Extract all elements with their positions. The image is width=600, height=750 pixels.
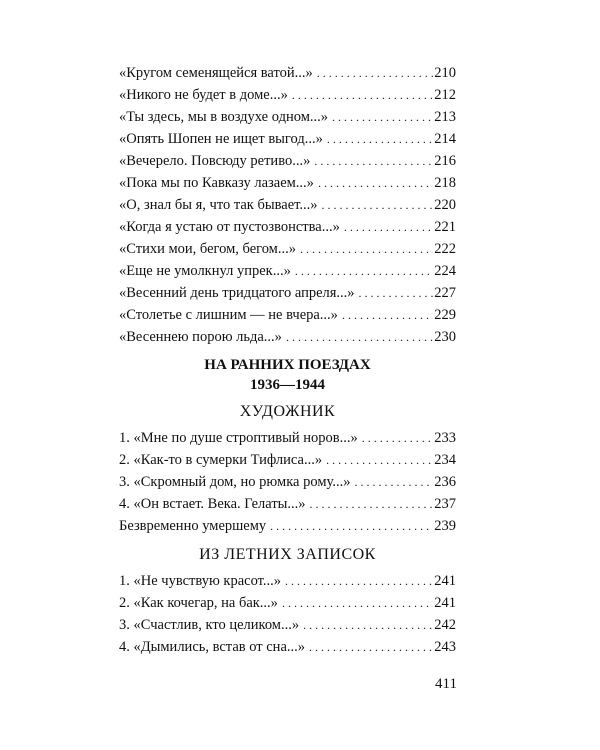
toc-entry [119, 326, 456, 348]
toc-entry [119, 62, 456, 84]
dot-leader [326, 449, 433, 471]
dot-leader [322, 194, 434, 216]
toc-group [119, 62, 456, 348]
toc-entry-page: 230 [434, 329, 456, 345]
toc-entry-title: «О, знал бы я, что так бывает...» [119, 197, 318, 213]
dot-leader [327, 128, 433, 150]
toc-entry [119, 592, 456, 614]
toc-entry-page: 213 [434, 109, 456, 125]
toc-entry-page: 237 [434, 496, 456, 512]
toc-entry-title: Безвременно умершему [119, 518, 267, 534]
toc-entry [119, 150, 456, 172]
toc-entry-page: 220 [434, 197, 456, 213]
dot-leader [314, 150, 433, 172]
toc-entry-page: 212 [434, 87, 456, 103]
toc-entry [119, 128, 456, 150]
dot-leader [300, 238, 433, 260]
toc-entry-title: «Весеннею порою льда...» [119, 329, 282, 345]
toc-entry-page: 241 [434, 595, 456, 611]
toc-entry-page: 243 [434, 639, 456, 655]
dot-leader [282, 592, 433, 614]
section-heading: НА РАННИХ ПОЕЗДАХ [204, 357, 371, 373]
toc-entry-title: 1. «Мне по душе строптивый норов...» [119, 430, 358, 446]
toc-entry [119, 172, 456, 194]
toc-entry-page: 234 [434, 452, 456, 468]
dot-leader [344, 216, 433, 238]
toc-entry-title: «Стихи мои, бегом, бегом...» [119, 241, 296, 257]
toc-entry-title: «Кругом семенящейся ватой...» [119, 65, 313, 81]
toc-entry-page: 210 [434, 65, 456, 81]
toc-entry [119, 427, 456, 449]
toc-entry [119, 260, 456, 282]
toc-entry [119, 282, 456, 304]
toc-entry-page: 229 [434, 307, 456, 323]
toc-entry [119, 449, 456, 471]
toc-entry-title: 1. «Не чувствую красот...» [119, 573, 282, 589]
toc-entry [119, 304, 456, 326]
toc-entry [119, 238, 456, 260]
dot-leader [317, 62, 433, 84]
toc-entry-page: 224 [434, 263, 456, 279]
toc-entry-page: 227 [434, 285, 456, 301]
toc-entry-page: 239 [434, 518, 456, 534]
toc-entry-title: «Еще не умолкнул упрек...» [119, 263, 291, 279]
dot-leader [303, 614, 433, 636]
toc-entry-title: «Весенний день тридцатого апреля...» [119, 285, 355, 301]
toc-entry-title: «Ты здесь, мы в воздухе одном...» [119, 109, 328, 125]
toc-group [119, 427, 456, 537]
toc-entry [119, 106, 456, 128]
dot-leader [295, 260, 433, 282]
toc-entry [119, 84, 456, 106]
toc-group [119, 570, 456, 658]
toc-entry-title: 2. «Как кочегар, на бак...» [119, 595, 278, 611]
toc-entry-title: 4. «Он встает. Века. Гелаты...» [119, 496, 306, 512]
toc-entry-page: 222 [434, 241, 456, 257]
toc-entry [119, 216, 456, 238]
toc-entry-title: «Никого не будет в доме...» [119, 87, 288, 103]
toc-entry-page: 214 [434, 131, 456, 147]
toc-entry [119, 614, 456, 636]
section-years: 1936—1944 [250, 377, 325, 393]
toc-entry [119, 636, 456, 658]
toc-entry [119, 570, 456, 592]
toc-entry-title: «Опять Шопен не ищет выгод...» [119, 131, 323, 147]
toc-entry-title: «Столетье с лишним — не вчера...» [119, 307, 338, 323]
dot-leader [292, 84, 433, 106]
subsection-heading: ИЗ ЛЕТНИХ ЗАПИСОК [199, 546, 376, 563]
toc-entry-title: 3. «Счастлив, кто целиком...» [119, 617, 300, 633]
page-number: 411 [435, 676, 457, 692]
toc-entry [119, 515, 456, 537]
toc-entry-page: 236 [434, 474, 456, 490]
dot-leader [285, 570, 433, 592]
dot-leader [362, 427, 434, 449]
toc-entry-title: 4. «Дымились, встав от сна...» [119, 639, 306, 655]
toc-entry-page: 218 [434, 175, 456, 191]
dot-leader [270, 515, 433, 537]
toc-entry [119, 194, 456, 216]
toc-entry-title: «Пока мы по Кавказу лазаем...» [119, 175, 314, 191]
dot-leader [286, 326, 433, 348]
toc-entry-title: 2. «Как-то в сумерки Тифлиса...» [119, 452, 323, 468]
dot-leader [342, 304, 433, 326]
toc-entry-title: «Когда я устаю от пустозвонства...» [119, 219, 340, 235]
toc-entry-title: «Вечерело. Повсюду ретиво...» [119, 153, 311, 169]
dot-leader [309, 636, 433, 658]
toc-entry-page: 242 [434, 617, 456, 633]
dot-leader [359, 282, 434, 304]
toc-entry-page: 216 [434, 153, 456, 169]
toc-entry [119, 471, 456, 493]
subsection-heading: ХУДОЖНИК [239, 403, 336, 420]
toc-entry-title: 3. «Скромный дом, но рюмка рому...» [119, 474, 351, 490]
dot-leader [354, 471, 433, 493]
dot-leader [310, 493, 434, 515]
toc-entry-page: 221 [434, 219, 456, 235]
dot-leader [332, 106, 433, 128]
toc-entry [119, 493, 456, 515]
toc-entry-page: 233 [434, 430, 456, 446]
toc-entry-page: 241 [434, 573, 456, 589]
dot-leader [318, 172, 433, 194]
